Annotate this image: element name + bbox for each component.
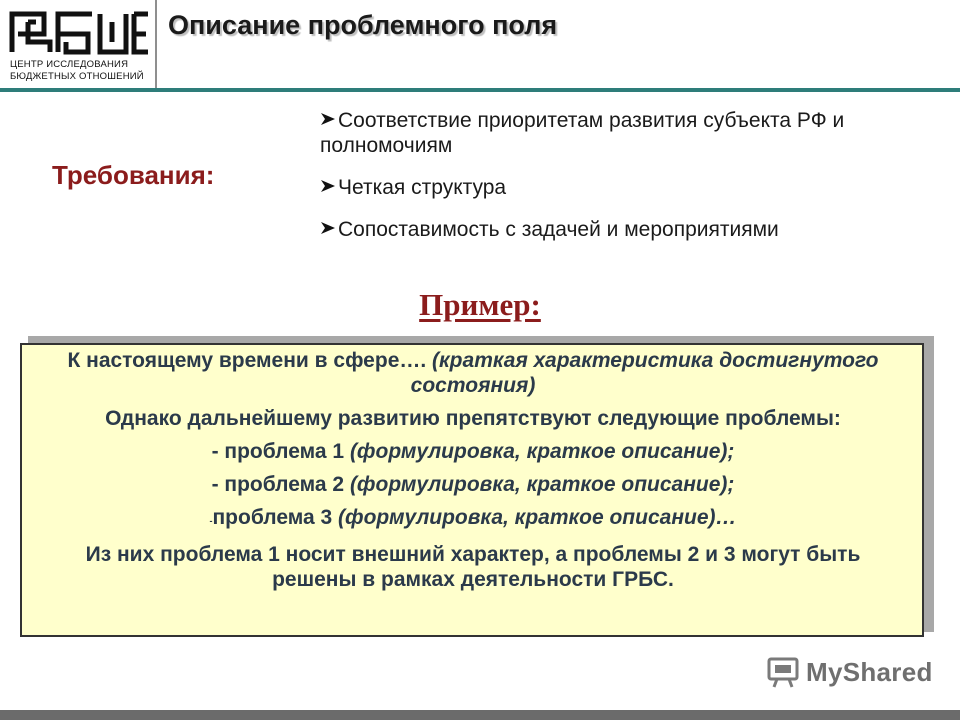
bottom-bar	[0, 710, 960, 720]
problem-text: - проблема 1	[211, 440, 350, 463]
example-line-problem-3	[28, 505, 918, 534]
example-line-intro	[28, 348, 918, 398]
logo-caption	[10, 59, 156, 83]
logo-icon	[8, 8, 150, 56]
problem-italic: (формулировка, краткое описание)…	[338, 506, 737, 529]
arrow-bullet-icon	[320, 175, 338, 200]
watermark	[766, 656, 933, 688]
myshared-logo-icon	[766, 656, 800, 688]
problem-italic: (формулировка, краткое описание);	[349, 440, 735, 463]
example-line-problem-2	[28, 472, 918, 497]
problem-dash: -	[209, 516, 213, 526]
intro-italic: (краткая характеристика достигнутого состояния)	[410, 349, 879, 397]
logo-caption-line: БЮДЖЕТНЫХ ОТНОШЕНИЙ	[10, 71, 144, 82]
arrow-bullet-icon	[320, 108, 338, 133]
header-underline	[0, 88, 960, 92]
list-item	[320, 108, 940, 158]
watermark-text: MyShared	[806, 656, 933, 687]
header-divider	[155, 0, 157, 90]
example-line-problem-1	[28, 439, 918, 464]
requirements-list	[320, 108, 940, 259]
example-line-obstacles: Однако дальнейшему развитию препятствуют следующие проблемы:	[105, 407, 841, 430]
intro-text: К настоящему времени в сфере….	[67, 349, 433, 372]
requirement-text: Сопоставимость с задачей и мероприятиями	[338, 218, 779, 241]
list-item	[320, 175, 940, 200]
problem-italic: (формулировка, краткое описание);	[349, 473, 735, 496]
example-heading-text: Пример:	[419, 287, 541, 322]
arrow-bullet-icon	[320, 217, 338, 242]
problem-text: - проблема 2	[211, 473, 350, 496]
list-item	[320, 217, 940, 242]
problem-text: проблема 3	[212, 506, 339, 529]
requirement-text: Четкая структура	[338, 176, 507, 199]
slide-header	[0, 0, 960, 93]
example-line-conclusion: Из них проблема 1 носит внешний характер, а проблемы 2 и 3 могут быть решены в рамках деятельности ГРБС.	[85, 543, 861, 591]
logo-caption-line: ЦЕНТР ИССЛЕДОВАНИЯ	[10, 59, 129, 70]
example-heading	[0, 287, 960, 323]
example-box-content	[28, 348, 918, 600]
page-title: Описание проблемного поля	[168, 10, 558, 40]
logo	[4, 4, 154, 88]
requirements-label: Требования:	[52, 160, 215, 190]
requirement-text: Соответствие приоритетам развития субъекта РФ и полномочиям	[320, 109, 845, 157]
